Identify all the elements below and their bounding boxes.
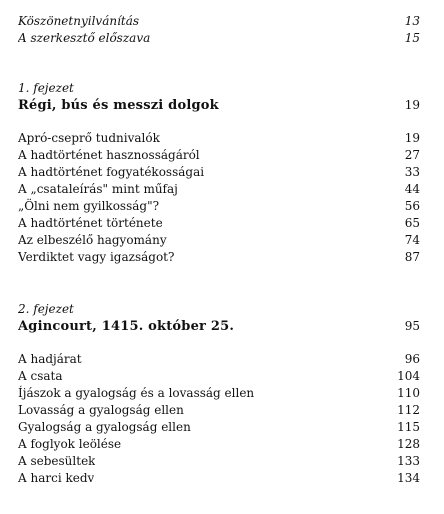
toc-entry — [18, 351, 420, 368]
toc-entry-title: A harci kedv — [18, 471, 95, 485]
toc-entry-acknowledgements — [18, 13, 420, 30]
toc-entry-page: 13 — [404, 14, 420, 28]
table-of-contents — [18, 13, 420, 487]
toc-entry-title: Verdiktet vagy igazságot? — [18, 250, 175, 264]
toc-entry — [18, 164, 420, 181]
toc-entry-title: „Ölni nem gyilkosság"? — [18, 199, 160, 213]
toc-entry-page: 128 — [397, 437, 420, 451]
toc-entry-title: A hadtörténet fogyatékosságai — [18, 165, 205, 179]
toc-entry-page: 96 — [404, 352, 420, 366]
toc-entry-page: 74 — [404, 233, 420, 247]
toc-entry-editors-preface — [18, 30, 420, 47]
toc-entry-page: 110 — [397, 386, 420, 400]
toc-entry-page: 115 — [397, 420, 420, 434]
toc-entry-title: A csata — [18, 369, 63, 383]
toc-entry-title: A hadtörténet története — [18, 216, 163, 230]
chapter-title: Régi, bús és messzi dolgok — [18, 98, 219, 113]
toc-entry — [18, 402, 420, 419]
toc-entry — [18, 215, 420, 232]
toc-entry-page: 15 — [404, 31, 420, 45]
toc-entry — [18, 436, 420, 453]
spacer — [18, 335, 420, 351]
toc-entry-title: Íjászok a gyalogság és a lovasság ellen — [18, 386, 255, 400]
toc-entry-title: A „csataleírás" mint műfaj — [18, 182, 178, 196]
toc-entry — [18, 147, 420, 164]
toc-entry-title: Az elbeszélő hagyomány — [18, 233, 167, 247]
chapter-page: 19 — [404, 98, 420, 112]
toc-entry-page: 112 — [397, 403, 420, 417]
spacer — [18, 266, 420, 301]
toc-entry-page: 27 — [404, 148, 420, 162]
chapter-number: 2. fejezet — [18, 302, 74, 316]
chapter-heading — [18, 97, 420, 114]
toc-entry — [18, 232, 420, 249]
toc-entry-title: A szerkesztő előszava — [18, 31, 151, 45]
toc-entry-title: Gyalogság a gyalogság ellen — [18, 420, 191, 434]
toc-entry-title: Köszönetnyilvánítás — [18, 14, 140, 28]
toc-entry — [18, 453, 420, 470]
toc-entry-title: A hadtörténet hasznosságáról — [18, 148, 200, 162]
toc-entry-title: Apró-cseprő tudnivalók — [18, 131, 160, 145]
chapter-heading — [18, 318, 420, 335]
toc-entry-page: 87 — [404, 250, 420, 264]
toc-entry-title: Lovasság a gyalogság ellen — [18, 403, 184, 417]
toc-entry-title: A hadjárat — [18, 352, 82, 366]
toc-entry-page: 33 — [404, 165, 420, 179]
toc-entry-page: 134 — [397, 471, 420, 485]
chapter-page: 95 — [404, 319, 420, 333]
toc-entry — [18, 470, 420, 487]
chapter-title: Agincourt, 1415. október 25. — [18, 319, 235, 334]
toc-entry-page: 133 — [397, 454, 420, 468]
toc-entry-title: A foglyok leölése — [18, 437, 122, 451]
spacer — [18, 47, 420, 80]
toc-entry — [18, 181, 420, 198]
toc-entry — [18, 198, 420, 215]
toc-entry — [18, 385, 420, 402]
toc-entry — [18, 368, 420, 385]
toc-entry-page: 104 — [397, 369, 420, 383]
toc-entry — [18, 419, 420, 436]
toc-entry-page: 19 — [404, 131, 420, 145]
toc-entry — [18, 130, 420, 147]
toc-entry-page: 65 — [404, 216, 420, 230]
chapter-number: 1. fejezet — [18, 81, 74, 95]
spacer — [18, 114, 420, 130]
toc-entry-title: A sebesültek — [18, 454, 96, 468]
toc-entry — [18, 249, 420, 266]
toc-entry-page: 44 — [404, 182, 420, 196]
toc-entry-page: 56 — [404, 199, 420, 213]
